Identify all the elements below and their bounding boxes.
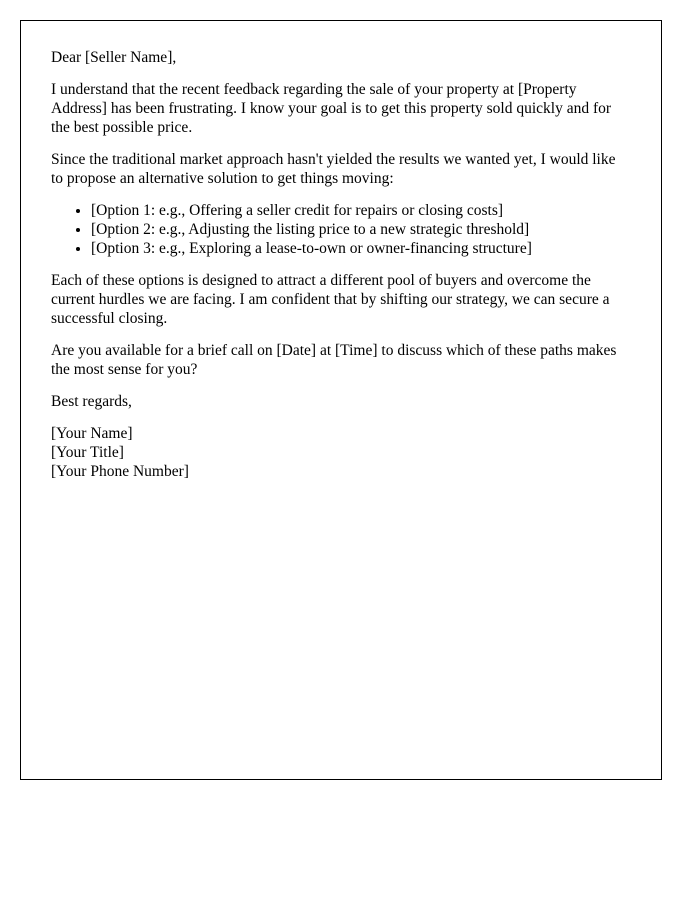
paragraph-proposal: Since the traditional market approach hasn't yielded the results we wanted yet, I would like to propose an alternative solution to get things moving: (51, 151, 616, 187)
paragraph-benefits: Each of these options is designed to attract a different pool of buyers and overcome the current hurdles we are facing. I am confident that by shifting our strategy, we can secure a successful closing. (51, 272, 610, 327)
letter-page (20, 20, 662, 780)
signature-phone: [Your Phone Number] (51, 463, 189, 480)
list-item-option-2: • [Option 2: e.g., Adjusting the listing price to a new strategic threshold] (91, 220, 631, 239)
list-item-option-3: • [Option 3: e.g., Exploring a lease-to-own or owner-financing structure] (91, 239, 631, 258)
options-list (51, 201, 631, 258)
salutation: Dear [Seller Name], (51, 49, 177, 66)
paragraph-call-to-action: Are you available for a brief call on [Date] at [Time] to discuss which of these paths makes the most sense for you? (51, 342, 617, 378)
signature-title: [Your Title] (51, 444, 124, 461)
closing-line: Best regards, (51, 393, 132, 410)
signature-name: [Your Name] (51, 425, 133, 442)
list-item-option-1: • [Option 1: e.g., Offering a seller credit for repairs or closing costs] (91, 201, 631, 220)
paragraph-intro: I understand that the recent feedback regarding the sale of your property at [Property Address] has been frustrating. I know your goal is to get this property sold quickly and for the best possible price. (51, 81, 612, 136)
